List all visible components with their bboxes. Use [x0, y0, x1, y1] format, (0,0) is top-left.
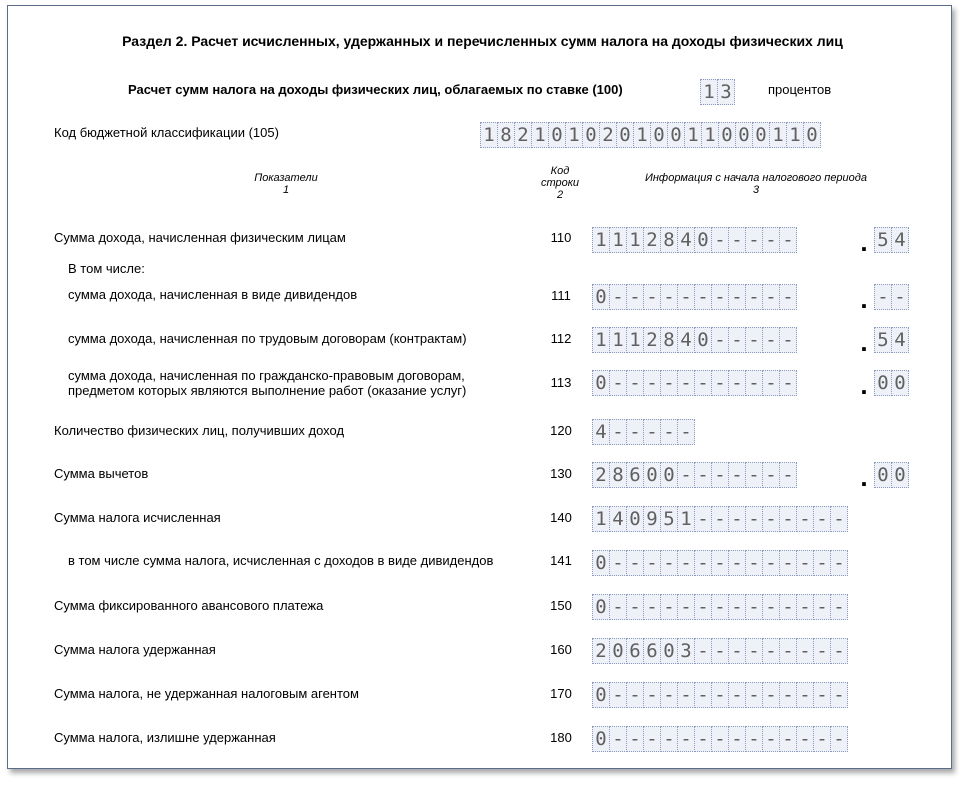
- char-cell: -: [711, 682, 729, 708]
- char-cell: -: [643, 594, 661, 620]
- char-cell: -: [779, 284, 797, 310]
- char-cell: 0: [891, 462, 909, 488]
- row-110-fraction[interactable]: [874, 227, 908, 253]
- char-cell: 0: [592, 682, 610, 708]
- char-cell: -: [779, 327, 797, 353]
- char-cell: 0: [718, 122, 736, 148]
- char-cell: 9: [643, 506, 661, 532]
- char-cell: -: [660, 682, 678, 708]
- char-cell: -: [745, 370, 763, 396]
- char-cell: -: [677, 462, 695, 488]
- char-cell: 1: [700, 79, 718, 105]
- char-cell: -: [813, 550, 831, 576]
- char-cell: -: [745, 506, 763, 532]
- char-cell: -: [643, 550, 661, 576]
- row-113-code: 113: [550, 375, 572, 390]
- row-113-label: сумма дохода, начисленная по гражданско-правовым договорам, предметом которых являются выполнение работ (оказание услуг): [68, 368, 467, 398]
- row-170-code: 170: [550, 686, 572, 701]
- char-cell: 1: [701, 122, 719, 148]
- char-cell: 6: [626, 462, 644, 488]
- char-cell: 2: [643, 227, 661, 253]
- char-cell: -: [728, 370, 746, 396]
- char-cell: 0: [592, 284, 610, 310]
- char-cell: 0: [660, 638, 678, 664]
- char-cell: -: [728, 462, 746, 488]
- char-cell: -: [728, 284, 746, 310]
- row-113-value[interactable]: [592, 370, 796, 396]
- char-cell: -: [728, 227, 746, 253]
- row-180-value[interactable]: [592, 726, 847, 752]
- char-cell: -: [694, 370, 712, 396]
- char-cell: -: [609, 550, 627, 576]
- char-cell: 4: [891, 327, 909, 353]
- char-cell: -: [745, 327, 763, 353]
- row-130-value[interactable]: [592, 462, 796, 488]
- decimal-point: .: [860, 327, 868, 357]
- char-cell: 1: [677, 506, 695, 532]
- char-cell: -: [711, 227, 729, 253]
- char-cell: -: [813, 638, 831, 664]
- row-112-label: сумма дохода, начисленная по трудовым договорам (контрактам): [68, 331, 467, 346]
- char-cell: 5: [660, 506, 678, 532]
- char-cell: -: [762, 550, 780, 576]
- char-cell: -: [762, 227, 780, 253]
- char-cell: 1: [769, 122, 787, 148]
- char-cell: -: [813, 726, 831, 752]
- rate-field[interactable]: [700, 79, 734, 105]
- row-120-code: 120: [550, 423, 572, 438]
- char-cell: -: [643, 284, 661, 310]
- char-cell: -: [694, 506, 712, 532]
- char-cell: -: [694, 550, 712, 576]
- char-cell: 2: [514, 122, 532, 148]
- char-cell: 1: [609, 227, 627, 253]
- char-cell: -: [762, 284, 780, 310]
- char-cell: -: [711, 462, 729, 488]
- char-cell: 0: [650, 122, 668, 148]
- char-cell: -: [677, 284, 695, 310]
- char-cell: 0: [592, 594, 610, 620]
- char-cell: -: [762, 594, 780, 620]
- char-cell: -: [626, 284, 644, 310]
- row-150-code: 150: [550, 598, 572, 613]
- char-cell: 5: [874, 327, 892, 353]
- section-title: Раздел 2. Расчет исчисленных, удержанных и перечисленных сумм налога на доходы физических лиц: [122, 33, 843, 49]
- char-cell: -: [626, 370, 644, 396]
- char-cell: -: [830, 682, 848, 708]
- char-cell: -: [779, 594, 797, 620]
- char-cell: -: [677, 594, 695, 620]
- char-cell: -: [745, 462, 763, 488]
- char-cell: -: [609, 419, 627, 445]
- row-110-label: Сумма дохода, начисленная физическим лицам: [54, 230, 346, 245]
- char-cell: -: [694, 682, 712, 708]
- char-cell: -: [677, 370, 695, 396]
- char-cell: -: [711, 594, 729, 620]
- char-cell: -: [660, 419, 678, 445]
- char-cell: 1: [592, 506, 610, 532]
- char-cell: -: [660, 284, 678, 310]
- char-cell: 6: [626, 638, 644, 664]
- row-111-fraction[interactable]: [874, 284, 908, 310]
- char-cell: 3: [677, 638, 695, 664]
- decimal-point: .: [860, 284, 868, 314]
- char-cell: -: [626, 682, 644, 708]
- char-cell: 1: [480, 122, 498, 148]
- char-cell: -: [660, 550, 678, 576]
- row-130-code: 130: [550, 466, 572, 481]
- char-cell: 0: [660, 462, 678, 488]
- char-cell: -: [796, 638, 814, 664]
- char-cell: -: [643, 370, 661, 396]
- char-cell: -: [711, 726, 729, 752]
- char-cell: 8: [660, 327, 678, 353]
- char-cell: -: [830, 726, 848, 752]
- row-120-label: Количество физических лиц, получивших доход: [54, 423, 345, 438]
- char-cell: -: [660, 726, 678, 752]
- char-cell: -: [779, 227, 797, 253]
- decimal-point: .: [860, 462, 868, 492]
- char-cell: -: [891, 284, 909, 310]
- char-cell: 0: [592, 550, 610, 576]
- char-cell: -: [762, 638, 780, 664]
- char-cell: 0: [609, 638, 627, 664]
- row-141-value[interactable]: [592, 550, 847, 576]
- char-cell: 6: [643, 638, 661, 664]
- including-label: В том числе:: [68, 261, 145, 276]
- row-141-label: в том числе сумма налога, исчисленная с доходов в виде дивидендов: [68, 553, 494, 568]
- char-cell: 0: [667, 122, 685, 148]
- row-140-code: 140: [550, 510, 572, 525]
- char-cell: -: [711, 638, 729, 664]
- header-col2: Код строки 2: [540, 165, 580, 201]
- char-cell: -: [779, 550, 797, 576]
- char-cell: 8: [497, 122, 515, 148]
- char-cell: -: [677, 682, 695, 708]
- header-col1: Показатели 1: [254, 172, 318, 196]
- char-cell: 0: [643, 462, 661, 488]
- char-cell: -: [660, 594, 678, 620]
- row-140-value[interactable]: [592, 506, 847, 532]
- char-cell: -: [609, 370, 627, 396]
- char-cell: 0: [626, 506, 644, 532]
- char-cell: 0: [592, 726, 610, 752]
- char-cell: 4: [677, 227, 695, 253]
- char-cell: -: [745, 726, 763, 752]
- char-cell: -: [677, 419, 695, 445]
- char-cell: -: [728, 638, 746, 664]
- char-cell: -: [609, 284, 627, 310]
- char-cell: -: [779, 462, 797, 488]
- char-cell: -: [660, 370, 678, 396]
- char-cell: -: [762, 327, 780, 353]
- decimal-point: .: [860, 227, 868, 257]
- header-col3: Информация с начала налогового периода 3: [644, 172, 867, 196]
- char-cell: 4: [609, 506, 627, 532]
- row-111-label: сумма дохода, начисленная в виде дивидендов: [68, 287, 358, 302]
- row-150-value[interactable]: [592, 594, 847, 620]
- char-cell: 0: [694, 327, 712, 353]
- char-cell: -: [694, 638, 712, 664]
- row-111-code: 111: [551, 288, 571, 303]
- row-180-label: Сумма налога, излишне удержанная: [54, 730, 276, 745]
- row-160-label: Сумма налога удержанная: [54, 642, 216, 657]
- char-cell: -: [643, 726, 661, 752]
- char-cell: 2: [592, 638, 610, 664]
- char-cell: 5: [874, 227, 892, 253]
- char-cell: 1: [592, 227, 610, 253]
- char-cell: -: [677, 726, 695, 752]
- char-cell: -: [728, 682, 746, 708]
- char-cell: -: [694, 284, 712, 310]
- char-cell: 1: [633, 122, 651, 148]
- row-140-label: Сумма налога исчисленная: [54, 510, 221, 525]
- char-cell: 3: [717, 79, 735, 105]
- row-170-value[interactable]: [592, 682, 847, 708]
- char-cell: 2: [599, 122, 617, 148]
- char-cell: 1: [609, 327, 627, 353]
- char-cell: -: [796, 506, 814, 532]
- row-170-label: Сумма налога, не удержанная налоговым агентом: [54, 686, 359, 701]
- decimal-point: .: [860, 370, 868, 400]
- char-cell: 0: [548, 122, 566, 148]
- char-cell: -: [694, 594, 712, 620]
- char-cell: 0: [694, 227, 712, 253]
- char-cell: 0: [874, 462, 892, 488]
- char-cell: 1: [626, 227, 644, 253]
- char-cell: -: [830, 594, 848, 620]
- row-112-value[interactable]: [592, 327, 796, 353]
- row-111-value[interactable]: [592, 284, 796, 310]
- char-cell: -: [796, 726, 814, 752]
- char-cell: -: [711, 284, 729, 310]
- char-cell: -: [745, 284, 763, 310]
- char-cell: -: [694, 462, 712, 488]
- char-cell: -: [830, 638, 848, 664]
- char-cell: 0: [735, 122, 753, 148]
- char-cell: 0: [616, 122, 634, 148]
- char-cell: 4: [891, 227, 909, 253]
- char-cell: -: [779, 506, 797, 532]
- char-cell: 1: [786, 122, 804, 148]
- char-cell: -: [745, 594, 763, 620]
- row-120-value[interactable]: [592, 419, 694, 445]
- char-cell: -: [643, 419, 661, 445]
- char-cell: 0: [592, 370, 610, 396]
- row-112-fraction[interactable]: [874, 327, 908, 353]
- char-cell: 1: [592, 327, 610, 353]
- char-cell: -: [626, 550, 644, 576]
- char-cell: 1: [565, 122, 583, 148]
- char-cell: -: [728, 550, 746, 576]
- char-cell: 8: [660, 227, 678, 253]
- row-130-fraction[interactable]: [874, 462, 908, 488]
- char-cell: 0: [803, 122, 821, 148]
- row-160-value[interactable]: [592, 638, 847, 664]
- char-cell: 0: [891, 370, 909, 396]
- char-cell: -: [609, 594, 627, 620]
- row-110-value[interactable]: [592, 227, 796, 253]
- char-cell: -: [745, 550, 763, 576]
- row-180-code: 180: [550, 730, 572, 745]
- char-cell: -: [626, 419, 644, 445]
- char-cell: 8: [609, 462, 627, 488]
- char-cell: 1: [684, 122, 702, 148]
- char-cell: -: [626, 726, 644, 752]
- char-cell: 0: [582, 122, 600, 148]
- char-cell: -: [609, 726, 627, 752]
- row-160-code: 160: [550, 642, 572, 657]
- char-cell: -: [796, 550, 814, 576]
- char-cell: -: [728, 506, 746, 532]
- char-cell: -: [762, 506, 780, 532]
- kbk-field[interactable]: [480, 122, 820, 148]
- char-cell: -: [779, 682, 797, 708]
- char-cell: -: [762, 682, 780, 708]
- char-cell: -: [779, 638, 797, 664]
- char-cell: -: [745, 638, 763, 664]
- char-cell: -: [745, 227, 763, 253]
- char-cell: -: [711, 506, 729, 532]
- char-cell: 2: [643, 327, 661, 353]
- char-cell: -: [796, 594, 814, 620]
- char-cell: -: [796, 682, 814, 708]
- char-cell: -: [813, 594, 831, 620]
- row-150-label: Сумма фиксированного авансового платежа: [54, 598, 324, 613]
- char-cell: 4: [592, 419, 610, 445]
- row-112-code: 112: [550, 331, 572, 346]
- char-cell: -: [626, 594, 644, 620]
- char-cell: 0: [752, 122, 770, 148]
- row-110-code: 110: [550, 230, 572, 245]
- char-cell: -: [762, 726, 780, 752]
- char-cell: -: [677, 550, 695, 576]
- char-cell: -: [830, 550, 848, 576]
- char-cell: -: [728, 594, 746, 620]
- char-cell: -: [745, 682, 763, 708]
- char-cell: -: [830, 506, 848, 532]
- kbk-label: Код бюджетной классификации (105): [54, 125, 279, 140]
- char-cell: -: [728, 327, 746, 353]
- row-113-fraction[interactable]: [874, 370, 908, 396]
- char-cell: -: [694, 726, 712, 752]
- char-cell: 0: [874, 370, 892, 396]
- char-cell: -: [609, 682, 627, 708]
- char-cell: -: [813, 682, 831, 708]
- char-cell: 2: [592, 462, 610, 488]
- char-cell: -: [779, 726, 797, 752]
- char-cell: -: [779, 370, 797, 396]
- row-141-code: 141: [550, 553, 572, 568]
- char-cell: -: [643, 682, 661, 708]
- char-cell: -: [711, 370, 729, 396]
- char-cell: -: [711, 550, 729, 576]
- char-cell: -: [762, 370, 780, 396]
- char-cell: -: [711, 327, 729, 353]
- rate-subtitle: Расчет сумм налога на доходы физических лиц, облагаемых по ставке (100): [128, 82, 623, 97]
- char-cell: 1: [531, 122, 549, 148]
- char-cell: -: [813, 506, 831, 532]
- char-cell: -: [874, 284, 892, 310]
- char-cell: 4: [677, 327, 695, 353]
- char-cell: -: [762, 462, 780, 488]
- rate-unit-label: процентов: [768, 82, 832, 97]
- char-cell: -: [728, 726, 746, 752]
- row-130-label: Сумма вычетов: [54, 466, 149, 481]
- char-cell: 1: [626, 327, 644, 353]
